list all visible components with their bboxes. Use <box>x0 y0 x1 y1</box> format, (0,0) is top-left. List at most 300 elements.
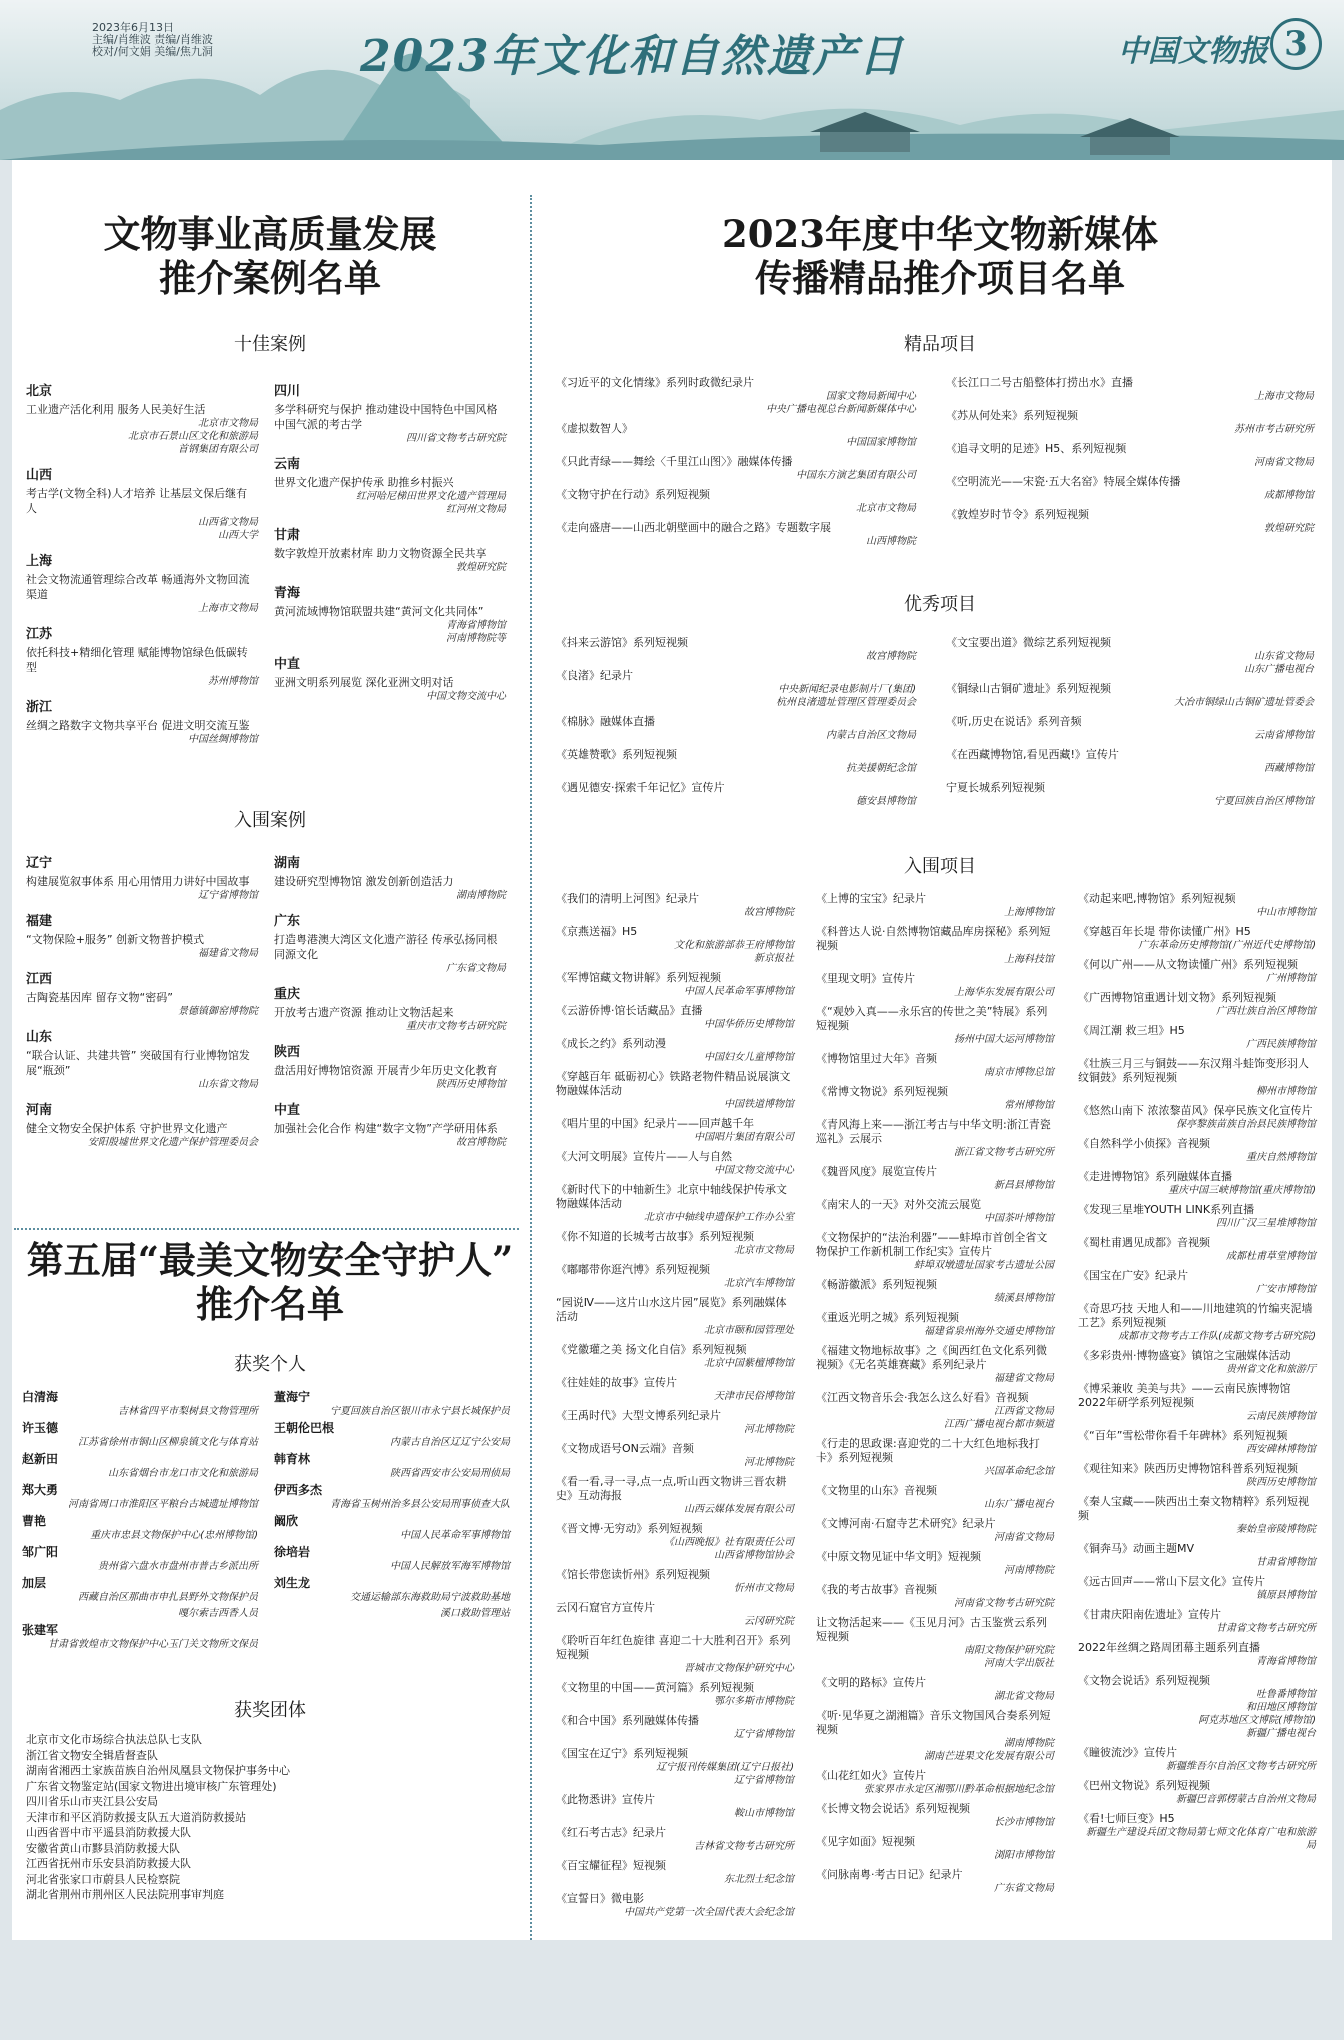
project-entry <box>556 781 916 808</box>
project-entry <box>556 1230 794 1257</box>
section-heading-top10: 十佳案例 <box>234 334 306 355</box>
project-title: 《云游侨博·馆长话藏品》直播 <box>556 1004 703 1017</box>
awardee-name: 赵新田 <box>22 1452 59 1466</box>
project-organization: 上海科技馆 <box>1004 954 1054 965</box>
case-title: 社会文物流通管理综合改革 畅通海外文物回流渠道 <box>26 573 250 601</box>
project-organization: 文化和旅游部恭王府博物馆 <box>674 940 794 951</box>
project-organization: 江西省文物局 <box>994 1406 1054 1417</box>
project-title: 《瞳彼流沙》宣传片 <box>1078 1746 1177 1759</box>
project-entry <box>816 1835 1054 1862</box>
project-entry <box>556 1601 794 1628</box>
header-date: 2023年6月13日 <box>92 21 174 34</box>
header-proofreaders: 校对/何文娟 美编/焦九洞 <box>92 45 213 58</box>
project-entry <box>1078 1575 1316 1602</box>
case-province: 甘肃 <box>274 528 301 543</box>
case-organization: 河南博物院等 <box>446 633 506 644</box>
project-entry <box>816 972 1054 999</box>
fine-projects-col1 <box>556 376 916 554</box>
awardee-entry <box>22 1607 258 1620</box>
project-entry <box>556 1376 794 1403</box>
case-province: 北京 <box>26 384 53 399</box>
case-province: 上海 <box>26 554 53 569</box>
project-entry <box>816 1769 1054 1796</box>
case-organization: 辽宁省博物馆 <box>198 890 258 901</box>
project-organization: 蚌埠双墩遗址国家考古遗址公园 <box>914 1260 1054 1271</box>
project-title: 云冈石窟官方宣传片 <box>556 1601 655 1614</box>
page-title: 2023年文化和自然遗产日 <box>360 31 905 82</box>
project-organization: 云南省博物馆 <box>1254 730 1314 741</box>
project-entry <box>556 376 916 416</box>
awardee-organization: 溪口救助管理站 <box>440 1608 510 1619</box>
project-organization: 常州博物馆 <box>1004 1100 1054 1111</box>
project-organization: 新京报社 <box>754 953 794 964</box>
case-province: 山东 <box>26 1030 53 1045</box>
project-title: 《博物馆里过大年》音频 <box>816 1052 937 1065</box>
project-organization: 新疆维吾尔自治区文物考古研究所 <box>1166 1761 1316 1772</box>
case-entry <box>274 453 506 516</box>
case-title: 丝绸之路数字文物共享平台 促进文明交流互鉴 <box>26 719 250 732</box>
project-entry <box>556 1070 794 1111</box>
section-heading-individuals: 获奖个人 <box>234 1354 306 1375</box>
project-organization: 北京市颐和园管理处 <box>704 1325 794 1336</box>
awardee-entry <box>22 1452 258 1480</box>
project-entry <box>1078 1608 1316 1635</box>
header-editors: 主编/肖维波 责编/肖维波 <box>92 33 213 46</box>
project-entry <box>556 1343 794 1370</box>
team-item: 河北省张家口市蔚县人民检察院 <box>26 1872 180 1886</box>
awardee-entry <box>274 1576 510 1604</box>
project-entry <box>556 1117 794 1144</box>
project-title: 《问脉南粤·考古日记》纪录片 <box>816 1868 963 1881</box>
project-entry <box>556 521 916 548</box>
project-entry <box>946 781 1314 808</box>
awardee-organization: 贵州省六盘水市盘州市普古乡派出所 <box>98 1561 258 1572</box>
project-organization: 敦煌研究院 <box>1264 523 1314 534</box>
project-organization: 大冶市铜绿山古铜矿遗址管委会 <box>1174 697 1314 708</box>
project-entry <box>1078 1641 1316 1668</box>
project-title: 《重返光明之城》系列短视频 <box>816 1311 959 1324</box>
case-organization: 广东省文物局 <box>446 963 506 974</box>
awardee-name: 王朝伦巴根 <box>274 1421 335 1435</box>
project-title: 《江西文物音乐会·我怎么这么好看》音视频 <box>816 1391 1029 1404</box>
awardee-name: 伊西多杰 <box>274 1483 323 1497</box>
project-organization: 国家文物局新闻中心 <box>826 391 916 402</box>
project-organization: 中国共产党第一次全国代表大会纪念馆 <box>624 1907 794 1918</box>
project-entry <box>1078 892 1316 919</box>
awardee-entry <box>274 1545 510 1573</box>
project-organization: 西藏博物馆 <box>1264 763 1314 774</box>
project-organization: 长沙市博物馆 <box>994 1817 1054 1828</box>
project-entry <box>816 925 1054 966</box>
case-province: 中直 <box>274 1103 301 1118</box>
project-entry <box>556 1442 794 1469</box>
shortlisted-projects-col2 <box>816 892 1054 1901</box>
project-entry <box>556 1037 794 1064</box>
awardee-name: 加层 <box>22 1576 47 1590</box>
project-organization: 广东省文物局 <box>994 1883 1054 1894</box>
project-organization: 北京汽车博物馆 <box>724 1278 794 1289</box>
awardee-entry <box>22 1514 258 1542</box>
project-entry <box>1078 1236 1316 1263</box>
fine-projects-col2 <box>946 376 1314 541</box>
project-organization: 辽宁省博物馆 <box>734 1729 794 1740</box>
project-title: 《里现文明》宣传片 <box>816 972 915 985</box>
case-title: 加强社会化合作 构建“数字文物”产学研用体系 <box>274 1122 498 1135</box>
project-entry <box>816 1583 1054 1610</box>
awardee-name: 韩育林 <box>274 1452 311 1466</box>
project-title: 《自然科学小侦探》音视频 <box>1078 1137 1210 1150</box>
project-title: 《嘟嘟带你逛汽博》系列短视频 <box>556 1263 710 1276</box>
top10-cases-col2 <box>274 380 506 711</box>
project-organization: 中央广播电视总台新闻新媒体中心 <box>766 404 916 415</box>
project-organization: 中国东方演艺集团有限公司 <box>796 470 916 481</box>
project-organization: 保亭黎族苗族自治县民族博物馆 <box>1176 1119 1316 1130</box>
awardee-organization: 嘎尔索吉西香人员 <box>178 1608 258 1619</box>
project-entry <box>946 715 1314 742</box>
project-entry <box>556 1568 794 1595</box>
awardee-organization: 宁夏回族自治区银川市永宁县长城保护员 <box>330 1406 510 1417</box>
awardee-organization: 甘肃省敦煌市文物保护中心玉门关文物所文保员 <box>48 1639 258 1650</box>
project-organization: 杭州良渚遗址管理区管理委员会 <box>776 697 916 708</box>
project-entry <box>946 376 1314 403</box>
project-organization: 鞍山市博物馆 <box>734 1808 794 1819</box>
project-entry <box>816 1118 1054 1159</box>
column-divider <box>530 195 532 1940</box>
project-organization: 西安碑林博物馆 <box>1246 1444 1316 1455</box>
project-title: 《英雄赞歌》系列短视频 <box>556 748 677 761</box>
project-entry <box>556 748 916 775</box>
case-title: 黄河流域博物馆联盟共建“黄河文化共同体” <box>274 605 484 618</box>
case-entry <box>26 623 258 688</box>
section-heading-teams: 获奖团体 <box>234 1700 306 1721</box>
project-organization: 北京市文物局 <box>734 1245 794 1256</box>
project-title: 《听,历史在说话》系列音频 <box>946 715 1082 728</box>
case-organization: 苏州博物馆 <box>208 676 258 687</box>
case-organization: 景德镇御窑博物院 <box>178 1006 258 1017</box>
project-entry <box>816 1231 1054 1272</box>
project-title: 《科普达人说·自然博物馆藏品库房探秘》系列短视频 <box>816 925 1051 952</box>
excellent-projects-col1 <box>556 636 916 814</box>
project-title: 《走进博物馆》系列融媒体直播 <box>1078 1170 1232 1183</box>
awardee-organization: 陕西省西安市公安局刑侦局 <box>390 1468 510 1479</box>
project-entry <box>946 442 1314 469</box>
project-entry <box>556 1183 794 1224</box>
project-organization: 柳州市博物馆 <box>1256 1086 1316 1097</box>
project-organization: 吉林省文物考古研究所 <box>694 1841 794 1852</box>
case-province: 江苏 <box>26 627 53 642</box>
team-item: 北京市文化市场综合执法总队七支队 <box>26 1733 202 1746</box>
case-organization: 四川省文物考古研究院 <box>406 433 506 444</box>
project-organization: 秦始皇帝陵博物院 <box>1236 1524 1316 1535</box>
case-entry <box>274 380 506 445</box>
case-title: 建设研究型博物馆 激发创新创造活力 <box>274 875 454 888</box>
case-province: 广东 <box>274 914 301 929</box>
project-organization: 南阳文物保护研究院 <box>964 1645 1054 1656</box>
project-organization: 甘肃省文物考古研究所 <box>1216 1623 1316 1634</box>
project-organization: 《山西晚报》社有限责任公司 <box>664 1537 794 1548</box>
case-organization: 红河哈尼梯田世界文化遗产管理局 <box>356 491 506 502</box>
project-entry <box>556 1681 794 1708</box>
project-title: 《遇见德安·探索千年记忆》宣传片 <box>556 781 725 794</box>
project-entry <box>1078 1203 1316 1230</box>
case-organization: 北京市文物局 <box>198 418 258 429</box>
project-organization: 中国唱片集团有限公司 <box>694 1132 794 1143</box>
team-item: 四川省乐山市夹江县公安局 <box>26 1795 158 1808</box>
awardee-entry <box>22 1390 258 1418</box>
project-title: 《和合中国》系列融媒体传播 <box>556 1714 699 1727</box>
project-organization: 河北博物院 <box>744 1457 794 1468</box>
project-organization: 中国铁道博物馆 <box>724 1099 794 1110</box>
project-title: 《行走的思政课:喜迎党的二十大红色地标我打卡》系列短视频 <box>816 1437 1040 1464</box>
case-entry <box>274 582 506 645</box>
project-organization: 广东革命历史博物馆(广州近代史博物馆) <box>1138 940 1316 951</box>
awardee-name: 阚欣 <box>274 1514 299 1528</box>
team-item: 天津市和平区消防救援支队五大道消防救援站 <box>26 1810 246 1824</box>
project-organization: 浙江省文物考古研究所 <box>954 1147 1054 1158</box>
case-organization: 中国文物交流中心 <box>426 691 506 702</box>
case-province: 福建 <box>26 914 53 929</box>
project-title: “园说Ⅳ——这片山水这片园”展览》系列融媒体活动 <box>556 1296 787 1323</box>
project-title: 《红石考古志》纪录片 <box>556 1826 666 1839</box>
project-organization: 浏阳市博物馆 <box>994 1850 1054 1861</box>
awardee-name: 徐培岩 <box>274 1545 311 1559</box>
shortlist-cases-col1 <box>26 852 258 1157</box>
case-entry <box>274 1099 506 1149</box>
project-organization: 故宫博物院 <box>866 651 916 662</box>
project-title: 《巴州文物说》系列短视频 <box>1078 1779 1210 1792</box>
project-organization: 阿克苏地区文博院(博物馆) <box>1198 1715 1316 1726</box>
project-entry <box>816 1005 1054 1046</box>
project-title: 《成长之约》系列动漫 <box>556 1037 666 1050</box>
project-title: 《苏从何处来》系列短视频 <box>946 409 1078 422</box>
project-organization: 山西云媒体发展有限公司 <box>684 1504 794 1515</box>
project-title: 《南宋人的一天》对外交流云展览 <box>816 1198 981 1211</box>
case-title: 考古学(文物全科)人才培养 让基层文保后继有人 <box>26 487 248 515</box>
project-entry <box>556 422 916 449</box>
article-title-guardians: 第五届“最美文物安全守护人” 推介名单 <box>26 1238 514 1326</box>
project-organization: 上海博物馆 <box>1004 907 1054 918</box>
case-province: 四川 <box>274 384 301 399</box>
project-entry <box>556 892 794 919</box>
awardee-name: 白清海 <box>22 1390 59 1404</box>
project-organization: 张家界市永定区湘鄂川黔革命根据地纪念馆 <box>864 1784 1054 1795</box>
project-organization: 河南省文物局 <box>994 1532 1054 1543</box>
project-organization: 青海省博物馆 <box>1256 1656 1316 1667</box>
project-entry <box>1078 1812 1316 1852</box>
project-title: 《你不知道的长城考古故事》系列短视频 <box>556 1230 754 1243</box>
project-organization: 福建省泉州海外交通史博物馆 <box>924 1326 1054 1337</box>
project-entry <box>816 1484 1054 1511</box>
project-entry <box>946 748 1314 775</box>
project-entry <box>556 1634 794 1675</box>
shortlisted-projects-col3 <box>1078 892 1316 1858</box>
project-organization: 山西省博物馆协会 <box>714 1550 794 1561</box>
project-entry <box>556 1859 794 1886</box>
project-entry <box>556 1475 794 1516</box>
awardee-name: 许玉德 <box>22 1421 59 1435</box>
awardee-entry <box>274 1607 510 1620</box>
project-organization: 河南大学出版社 <box>984 1658 1054 1669</box>
project-title: 《观往知来》陕西历史博物馆科普系列短视频 <box>1078 1462 1298 1475</box>
awardee-entry <box>22 1623 258 1651</box>
team-item: 湖北省荆州市荆州区人民法院刑事审判庭 <box>26 1888 224 1901</box>
project-organization: 成都杜甫草堂博物馆 <box>1226 1251 1316 1262</box>
project-entry <box>1078 1137 1316 1164</box>
case-organization: 山西大学 <box>218 530 258 541</box>
project-entry <box>556 1296 794 1337</box>
awardee-organization: 青海省玉树州治多县公安局刑事侦查大队 <box>330 1499 510 1510</box>
project-organization: 中央新闻纪录电影制片厂(集团) <box>778 684 916 695</box>
project-entry <box>1078 991 1316 1018</box>
case-province: 辽宁 <box>26 856 53 871</box>
case-entry <box>274 910 506 975</box>
project-title: 宁夏长城系列短视频 <box>946 781 1045 794</box>
case-province: 河南 <box>26 1103 53 1118</box>
project-organization: 中国国家博物馆 <box>846 437 916 448</box>
project-title: 2022年丝绸之路周团幕主题系列直播 <box>1078 1641 1260 1654</box>
project-organization: 重庆中国三峡博物馆(重庆博物馆) <box>1168 1185 1316 1196</box>
case-organization: 山东省文物局 <box>198 1079 258 1090</box>
project-title: 《虚拟数智人》 <box>556 422 633 435</box>
awardee-organization: 河南省周口市淮阳区平粮台古城遗址博物馆 <box>68 1499 258 1510</box>
project-title: 《往娃娃的故事》宣传片 <box>556 1376 677 1389</box>
project-title: 《悠然山南下 浓浓黎苗风》保亭民族文化宣传片 <box>1078 1104 1313 1117</box>
project-title: 《此物悉讲》宣传片 <box>556 1793 655 1806</box>
case-organization: 北京市石景山区文化和旅游局 <box>128 431 258 442</box>
excellent-projects-col2 <box>946 636 1314 814</box>
project-organization: 中国人民革命军事博物馆 <box>684 986 794 997</box>
project-title: 《看一看,寻一寻,点一点,听山西文物讲三晋农耕史》互动海报 <box>556 1475 787 1502</box>
project-title: 让文物活起来——《玉见月河》古玉鉴赏云系列短视频 <box>816 1616 1047 1643</box>
case-title: 世界文化遗产保护传承 助推乡村振兴 <box>274 476 454 489</box>
case-organization: 敦煌研究院 <box>456 562 506 573</box>
project-organization: 德安县博物馆 <box>856 796 916 807</box>
project-organization: 河南博物院 <box>1004 1565 1054 1576</box>
team-item: 浙江省文物安全辑盾督查队 <box>26 1748 158 1762</box>
awardee-organization: 山东省烟台市龙口市文化和旅游局 <box>108 1468 258 1479</box>
awardee-entry <box>274 1514 510 1542</box>
project-organization: 中国文物交流中心 <box>714 1165 794 1176</box>
project-title: 《魏晋风度》展览宣传片 <box>816 1165 937 1178</box>
project-organization: 成都市文物考古工作队(成都文物考古研究院) <box>1118 1331 1316 1342</box>
page-header <box>0 0 1344 160</box>
project-entry <box>556 1409 794 1436</box>
project-title: 《文宝要出道》微综艺系列短视频 <box>946 636 1111 649</box>
project-entry <box>1078 1495 1316 1536</box>
case-province: 陕西 <box>274 1045 301 1060</box>
project-organization: 辽宁省博物馆 <box>734 1775 794 1786</box>
project-title: 《唱片里的中国》纪录片——回声越千年 <box>556 1117 754 1130</box>
project-entry <box>1078 1104 1316 1131</box>
project-title: 《动起来吧,博物馆》系列短视频 <box>1078 892 1236 905</box>
project-title: 《山花红如火》宣传片 <box>816 1769 926 1782</box>
team-item: 安徽省黄山市黟县消防救援大队 <box>26 1841 180 1855</box>
project-entry <box>816 1550 1054 1577</box>
project-organization: 河北博物院 <box>744 1424 794 1435</box>
article-title-cases: 文物事业高质量发展 推介案例名单 <box>103 212 437 300</box>
project-entry <box>816 1344 1054 1385</box>
individual-awards-col2 <box>274 1390 510 1623</box>
project-entry <box>1078 1269 1316 1296</box>
project-organization: 中国妇女儿童博物馆 <box>704 1052 794 1063</box>
awardee-organization: 中国人民革命军事博物馆 <box>400 1530 510 1541</box>
project-entry <box>816 1391 1054 1431</box>
project-entry <box>556 488 916 515</box>
project-entry <box>946 409 1314 436</box>
project-organization: 陕西历史博物馆 <box>1246 1477 1316 1488</box>
project-title: 《军博馆藏文物讲解》系列短视频 <box>556 971 721 984</box>
case-province: 云南 <box>274 457 301 472</box>
section-heading-excellent: 优秀项目 <box>904 594 976 615</box>
project-title: 《甘肃庆阳南佐遗址》宣传片 <box>1078 1608 1221 1621</box>
project-title: 《棉脉》融媒体直播 <box>556 715 655 728</box>
project-organization: 晋城市文物保护研究中心 <box>684 1663 794 1674</box>
project-entry <box>1078 1302 1316 1343</box>
project-entry <box>1078 1542 1316 1569</box>
case-title: 依托科技+精细化管理 赋能博物馆绿色低碳转型 <box>26 646 248 674</box>
awardee-entry <box>274 1421 510 1449</box>
project-title: 《文物里的中国——黄河篇》系列短视频 <box>556 1681 754 1694</box>
project-organization: 山东省文物局 <box>1254 651 1314 662</box>
project-organization: 东北烈士纪念馆 <box>724 1874 794 1885</box>
project-entry <box>816 1802 1054 1829</box>
awardee-organization: 中国人民解放军海军博物馆 <box>390 1561 510 1572</box>
project-title: 《发现三星堆YOUTH LINK系列直播 <box>1078 1203 1255 1216</box>
project-title: 《敦煌岁时节令》系列短视频 <box>946 508 1089 521</box>
project-entry <box>946 475 1314 502</box>
project-organization: 内蒙古自治区文物局 <box>826 730 916 741</box>
case-province: 湖南 <box>274 856 301 871</box>
project-title: 《追寻文明的足迹》H5、系列短视频 <box>946 442 1127 455</box>
project-entry <box>1078 1382 1316 1423</box>
project-organization: 北京市文物局 <box>856 503 916 514</box>
project-entry <box>1078 925 1316 952</box>
project-title: 《国宝在广安》纪录片 <box>1078 1269 1188 1282</box>
case-entry <box>26 852 258 902</box>
project-entry <box>556 636 916 663</box>
project-organization: 苏州市考古研究所 <box>1234 424 1314 435</box>
project-title: 《国宝在辽宁》系列短视频 <box>556 1747 688 1760</box>
project-organization: 忻州市文物局 <box>734 1583 794 1594</box>
case-organization: 上海市文物局 <box>198 603 258 614</box>
project-organization: 吐鲁番博物馆 <box>1256 1689 1316 1700</box>
project-title: 《远古回声——常山下层文化》宣传片 <box>1078 1575 1265 1588</box>
team-item: 江西省抚州市乐安县消防救援大队 <box>26 1857 191 1870</box>
project-organization: 辽宁报刊传媒集团(辽宁日报社) <box>656 1762 794 1773</box>
case-title: 多学科研究与保护 推动建设中国特色中国风格中国气派的考古学 <box>274 403 498 431</box>
awardee-name: 曹艳 <box>22 1514 47 1528</box>
awardee-name: 董海宁 <box>274 1390 311 1404</box>
project-organization: 宁夏回族自治区博物馆 <box>1214 796 1314 807</box>
project-organization: 江西广播电视台都市频道 <box>944 1419 1054 1430</box>
project-title: 《福建文物地标故事》之《闽西红色文化系列微视频》《无名英雄赛藏》系列纪录片 <box>816 1344 1047 1371</box>
shortlist-cases-col2 <box>274 852 506 1157</box>
header-meta <box>92 22 213 58</box>
project-entry <box>556 1522 794 1562</box>
case-province: 青海 <box>274 586 301 601</box>
case-title: “文物保险+服务” 创新文物普护模式 <box>26 933 205 946</box>
awardee-entry <box>274 1483 510 1511</box>
page-number: 3 <box>1270 18 1322 70</box>
project-organization: 兴国革命纪念馆 <box>984 1466 1054 1477</box>
project-entry <box>1078 1462 1316 1489</box>
project-title: 《文物里的山东》音视频 <box>816 1484 937 1497</box>
awardee-entry <box>274 1390 510 1418</box>
shortlisted-projects-col1 <box>556 892 794 1925</box>
awardee-entry <box>22 1576 258 1604</box>
case-entry <box>26 968 258 1018</box>
project-entry <box>816 1517 1054 1544</box>
